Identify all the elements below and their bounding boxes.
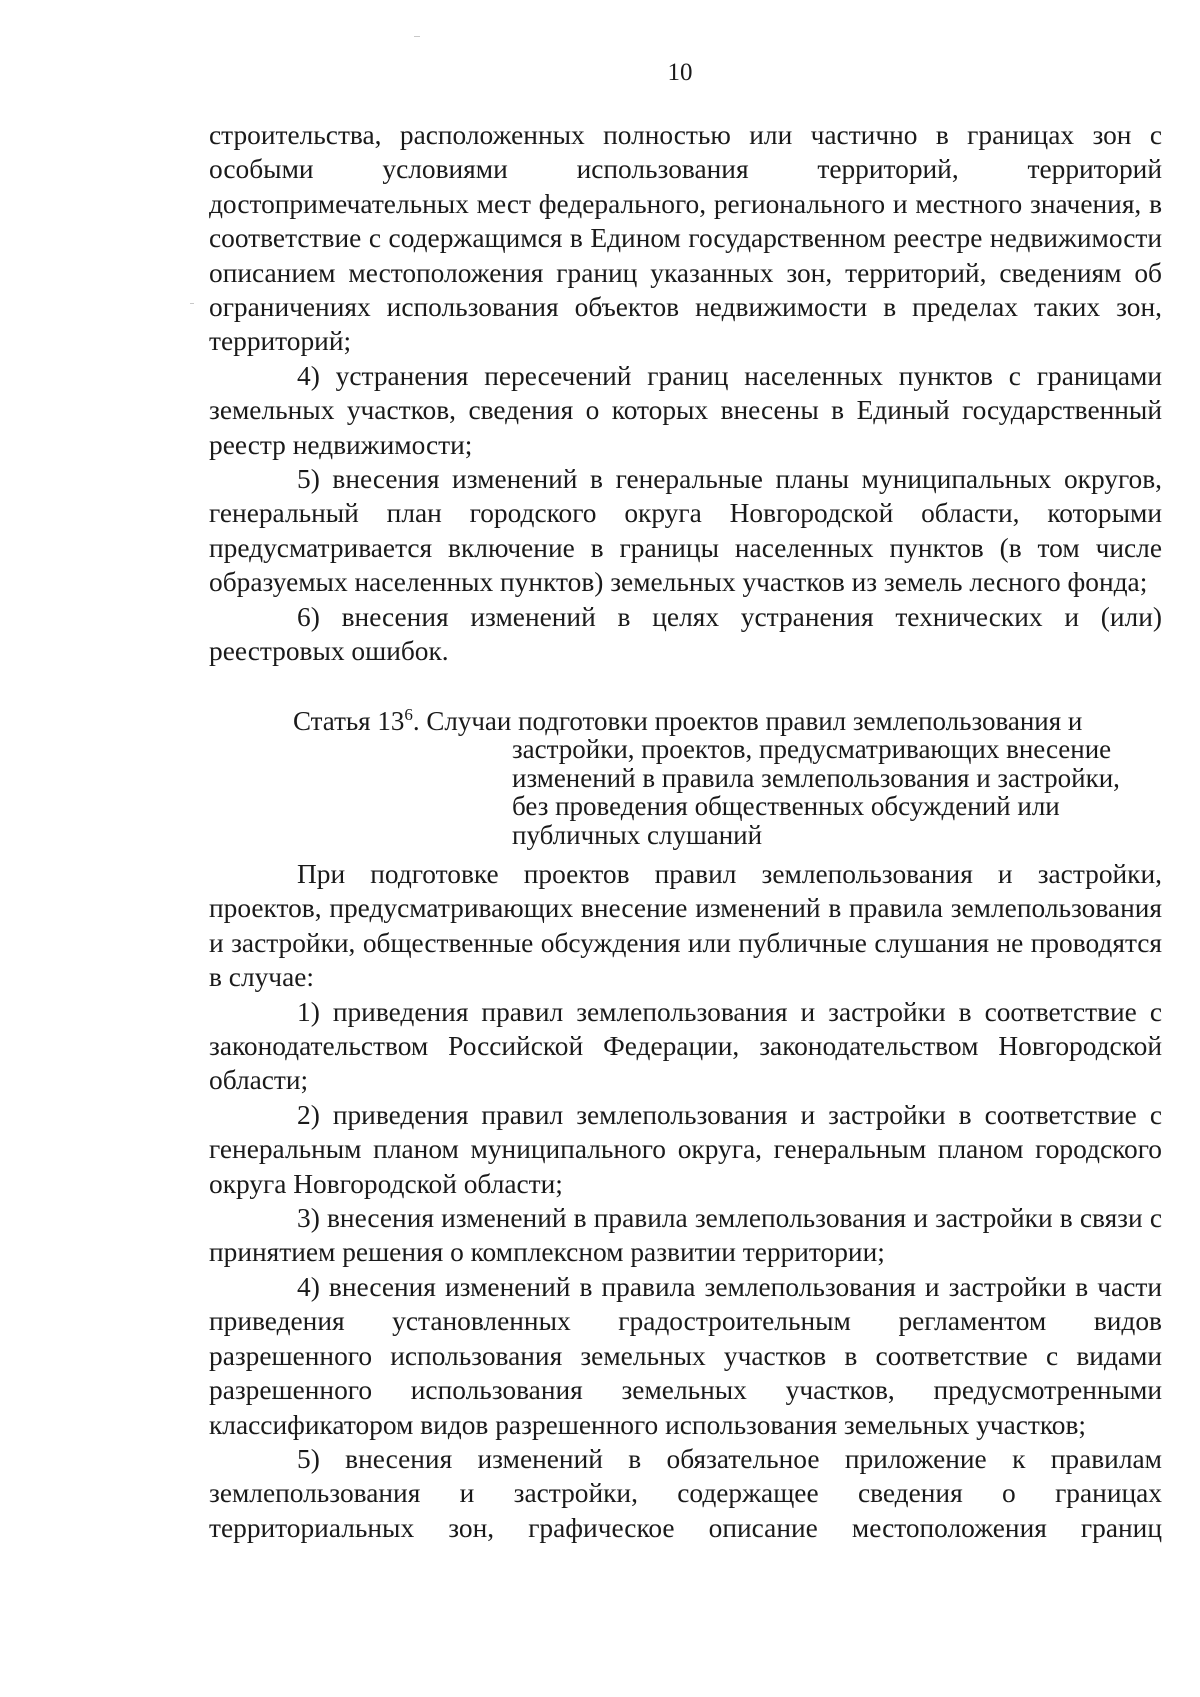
article-title: . Случаи подготовки проектов правил землепользования и застройки, проектов, предусматривающих внесение изменений в правила землепользования и застройки, без проведения общественных обсуждений или публичных слушаний bbox=[412, 705, 1120, 850]
article-superscript: 6 bbox=[404, 704, 413, 724]
scan-mark bbox=[190, 303, 194, 304]
article-number: Статья 13 bbox=[293, 705, 405, 736]
article-item-3: 3) внесения изменений в правила землепользования и застройки в связи с принятием решения о комплексном развитии территории; bbox=[209, 1203, 1162, 1268]
list-item-5: 5) внесения изменений в генеральные планы муниципальных округов, генеральный план городского округа Новгородской области, которыми предусматривается включение в границы населенных пунктов (в том числе образуемых населенных пунктов) земельных участков из земель лесного фонда; bbox=[209, 464, 1162, 598]
article-item-1: 1) приведения правил землепользования и застройки в соответствие с законодательством Российской Федерации, законодательством Новгородской области; bbox=[209, 996, 1162, 1096]
list-item-6: 6) внесения изменений в целях устранения технических и (или) реестровых ошибок. bbox=[209, 601, 1162, 667]
paragraph-continuation: строительства, расположенных полностью или частично в границах зон с особыми условиями использования территорий, территорий достопримечательных мест федерального, регионального и местного значения, в соответствие с содержащимся в Едином государственном реестре недвижимости описанием местоположения границ указанных зон, территорий, сведениям об ограничениях использования объектов недвижимости в пределах таких зон, территорий; bbox=[209, 120, 1162, 357]
article-item-4: 4) внесения изменений в правила землепользования и застройки в части приведения установленных градостроительным регламентом видов разрешенного использования земельных участков в соответствие с видами разрешенного использования земельных участков, предусмотренными классификатором видов разрешенного использования земельных участков; bbox=[209, 1271, 1162, 1440]
article-item-5: 5) внесения изменений в обязательное приложение к правилам землепользования и застройки, содержащее сведения о границах территориальных зон, графическое описание местоположения границ bbox=[209, 1443, 1162, 1543]
document-body bbox=[209, 118, 1162, 1545]
list-item-4: 4) устранения пересечений границ населенных пунктов с границами земельных участков, сведения о которых внесены в Единый государственный реестр недвижимости; bbox=[209, 360, 1162, 460]
scan-mark bbox=[414, 36, 420, 37]
article-item-2: 2) приведения правил землепользования и застройки в соответствие с генеральным планом муниципального округа, генеральным планом городского округа Новгородской области; bbox=[209, 1099, 1162, 1199]
article-intro-paragraph: При подготовке проектов правил землепользования и застройки, проектов, предусматривающих внесение изменений в правила землепользования и застройки, общественные обсуждения или публичные слушания не проводятся в случае: bbox=[209, 859, 1162, 993]
page-number: 10 bbox=[667, 59, 693, 86]
article-heading bbox=[209, 704, 1162, 850]
